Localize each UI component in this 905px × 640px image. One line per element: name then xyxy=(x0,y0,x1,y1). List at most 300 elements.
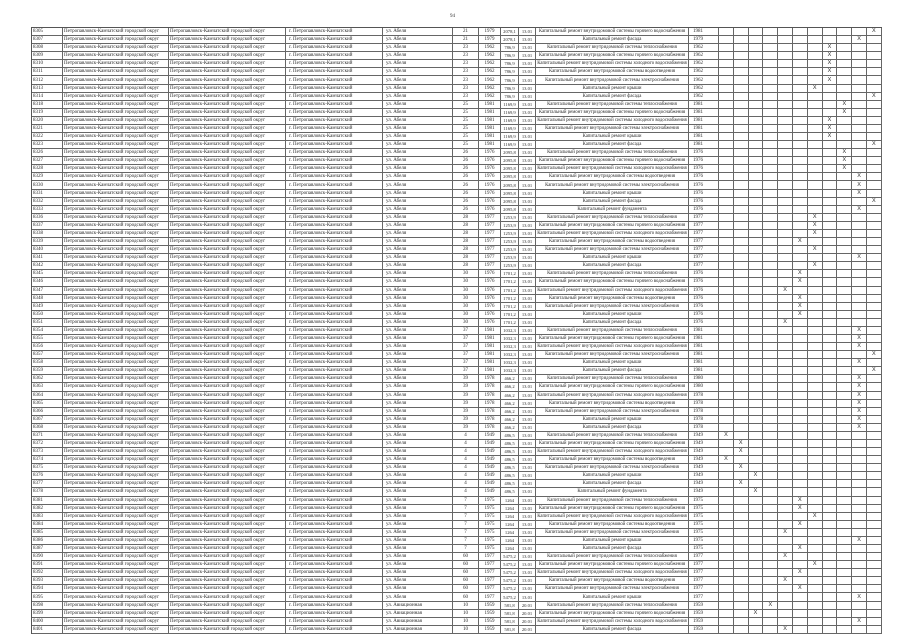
period-cell xyxy=(734,488,749,496)
settlement-cell: Петропавловск-Камчатский городской округ xyxy=(169,440,286,448)
year-built-cell: 1981 xyxy=(479,367,501,375)
house-number-cell: 30 xyxy=(453,270,479,278)
period-cell xyxy=(808,181,823,189)
table-row xyxy=(32,416,882,424)
year-built-cell: 1978 xyxy=(479,392,501,400)
period-cell xyxy=(837,585,852,593)
x-mark-cell: X xyxy=(793,521,808,529)
period-cell xyxy=(778,28,793,36)
period-cell xyxy=(719,472,734,480)
house-number-cell: 60 xyxy=(453,569,479,577)
settlement-cell: Петропавловск-Камчатский городской округ xyxy=(169,262,286,270)
code-cell: 13.01 xyxy=(519,593,536,601)
area-cell: 5475,2 xyxy=(501,569,519,577)
table-row xyxy=(32,488,882,496)
code-cell: 13.01 xyxy=(519,311,536,319)
period-cell xyxy=(778,569,793,577)
period-cell xyxy=(719,408,734,416)
work-year-cell: 1976 xyxy=(689,295,719,303)
period-cell xyxy=(763,181,778,189)
work-year-cell: 1962 xyxy=(689,85,719,93)
work-type-cell: Капитальный ремонт внутридомовой системы водоотведения xyxy=(536,173,689,181)
table-row xyxy=(32,375,882,383)
work-type-cell: Капитальный ремонт внутридомовой системы водоотведения xyxy=(536,400,689,408)
period-cell xyxy=(823,602,838,610)
period-cell xyxy=(763,392,778,400)
work-type-cell: Капитальный ремонт внутридомовой системы электроснабжения xyxy=(536,408,689,416)
municipality-cell: Петропавловск-Камчатский городской округ xyxy=(63,424,169,432)
settlement-cell: Петропавловск-Камчатский городской округ xyxy=(169,569,286,577)
period-cell xyxy=(719,198,734,206)
period-cell xyxy=(852,141,867,149)
period-cell xyxy=(808,480,823,488)
period-cell xyxy=(852,303,867,311)
period-cell xyxy=(719,351,734,359)
period-cell xyxy=(763,400,778,408)
table-row xyxy=(32,133,882,141)
house-number-cell: 39 xyxy=(453,424,479,432)
x-mark-cell: X xyxy=(793,278,808,286)
period-cell xyxy=(749,521,764,529)
code-cell: 13.01 xyxy=(519,238,536,246)
work-year-cell: 1978 xyxy=(689,424,719,432)
period-cell xyxy=(763,383,778,391)
period-cell xyxy=(719,529,734,537)
period-cell xyxy=(867,278,882,286)
street-cell: ул. Абеля xyxy=(383,311,453,319)
record-id-cell: 8374 xyxy=(32,456,63,464)
period-cell xyxy=(808,343,823,351)
period-cell xyxy=(749,141,764,149)
period-cell xyxy=(823,448,838,456)
x-mark-cell: X xyxy=(793,270,808,278)
code-cell: 13.01 xyxy=(519,488,536,496)
record-id-cell: 8399 xyxy=(32,610,63,618)
period-cell xyxy=(852,278,867,286)
code-cell: 13.01 xyxy=(519,303,536,311)
period-cell xyxy=(749,262,764,270)
period-cell xyxy=(852,238,867,246)
period-cell xyxy=(749,400,764,408)
street-cell: ул. Абеля xyxy=(383,125,453,133)
settlement-cell: Петропавловск-Камчатский городской округ xyxy=(169,222,286,230)
year-built-cell: 1962 xyxy=(479,93,501,101)
period-cell xyxy=(749,408,764,416)
street-cell: ул. Абеля xyxy=(383,343,453,351)
municipality-cell: Петропавловск-Камчатский городской округ xyxy=(63,513,169,521)
period-cell xyxy=(749,602,764,610)
record-id-cell: 8341 xyxy=(32,254,63,262)
period-cell xyxy=(734,190,749,198)
period-cell xyxy=(778,375,793,383)
municipality-cell: Петропавловск-Камчатский городской округ xyxy=(63,262,169,270)
period-cell xyxy=(808,198,823,206)
period-cell xyxy=(867,287,882,295)
period-cell xyxy=(749,165,764,173)
city-cell: г. Петропавловск-Камчатский xyxy=(286,577,383,585)
settlement-cell: Петропавловск-Камчатский городской округ xyxy=(169,52,286,60)
street-cell: ул. Абеля xyxy=(383,303,453,311)
work-type-cell: Капитальный ремонт внутридомовой системы теплоснабжения xyxy=(536,214,689,222)
period-cell xyxy=(719,117,734,125)
city-cell: г. Петропавловск-Камчатский xyxy=(286,440,383,448)
x-mark-cell: X xyxy=(837,157,852,165)
municipality-cell: Петропавловск-Камчатский городской округ xyxy=(63,206,169,214)
street-cell: ул. Абеля xyxy=(383,295,453,303)
code-cell: 13.01 xyxy=(519,222,536,230)
work-type-cell: Капитальный ремонт внутридомовой системы горячего водоснабжения xyxy=(536,52,689,60)
record-id-cell: 8336 xyxy=(32,214,63,222)
house-number-cell: 26 xyxy=(453,149,479,157)
house-number-cell: 23 xyxy=(453,52,479,60)
period-cell xyxy=(778,480,793,488)
work-year-cell: 1976 xyxy=(689,165,719,173)
period-cell xyxy=(734,262,749,270)
municipality-cell: Петропавловск-Камчатский городской округ xyxy=(63,44,169,52)
area-cell: 2095,8 xyxy=(501,181,519,189)
period-cell xyxy=(778,585,793,593)
table-row xyxy=(32,383,882,391)
city-cell: г. Петропавловск-Камчатский xyxy=(286,278,383,286)
period-cell xyxy=(763,577,778,585)
area-cell: 786,9 xyxy=(501,44,519,52)
year-built-cell: 1977 xyxy=(479,577,501,585)
table-row xyxy=(32,230,882,238)
year-built-cell: 1977 xyxy=(479,238,501,246)
house-number-cell: 39 xyxy=(453,408,479,416)
period-cell xyxy=(793,593,808,601)
street-cell: ул. Абеля xyxy=(383,149,453,157)
city-cell: г. Петропавловск-Камчатский xyxy=(286,351,383,359)
record-id-cell: 8319 xyxy=(32,109,63,117)
area-cell: 581,8 xyxy=(501,626,519,634)
work-year-cell: 1976 xyxy=(689,198,719,206)
area-cell: 1701,2 xyxy=(501,311,519,319)
period-cell xyxy=(823,222,838,230)
x-mark-cell: X xyxy=(793,497,808,505)
period-cell xyxy=(734,246,749,254)
area-cell: 466,2 xyxy=(501,424,519,432)
period-cell xyxy=(852,157,867,165)
table-row xyxy=(32,553,882,561)
table-row xyxy=(32,335,882,343)
x-mark-cell: X xyxy=(808,561,823,569)
area-cell: 486,5 xyxy=(501,456,519,464)
area-cell: 581,8 xyxy=(501,618,519,626)
period-cell xyxy=(808,545,823,553)
period-cell xyxy=(793,424,808,432)
year-built-cell: 1976 xyxy=(479,319,501,327)
x-mark-cell: X xyxy=(808,513,823,521)
street-cell: ул. Абеля xyxy=(383,561,453,569)
period-cell xyxy=(763,497,778,505)
street-cell: ул. Абеля xyxy=(383,351,453,359)
table-row xyxy=(32,561,882,569)
settlement-cell: Петропавловск-Камчатский городской округ xyxy=(169,36,286,44)
period-cell xyxy=(734,278,749,286)
period-cell xyxy=(867,165,882,173)
settlement-cell: Петропавловск-Камчатский городской округ xyxy=(169,464,286,472)
period-cell xyxy=(867,238,882,246)
period-cell xyxy=(867,68,882,76)
period-cell xyxy=(734,456,749,464)
city-cell: г. Петропавловск-Камчатский xyxy=(286,222,383,230)
period-cell xyxy=(763,125,778,133)
period-cell xyxy=(852,351,867,359)
year-built-cell: 1978 xyxy=(479,408,501,416)
period-cell xyxy=(749,278,764,286)
period-cell xyxy=(852,68,867,76)
settlement-cell: Петропавловск-Камчатский городской округ xyxy=(169,295,286,303)
period-cell xyxy=(778,36,793,44)
period-cell xyxy=(749,101,764,109)
x-mark-cell: X xyxy=(793,311,808,319)
table-row xyxy=(32,497,882,505)
code-cell: 13.01 xyxy=(519,521,536,529)
period-cell xyxy=(867,149,882,157)
period-cell xyxy=(719,238,734,246)
house-number-cell: 4 xyxy=(453,432,479,440)
period-cell xyxy=(837,521,852,529)
work-type-cell: Капитальный ремонт внутридомовой системы горячего водоснабжения xyxy=(536,28,689,36)
record-id-cell: 8338 xyxy=(32,230,63,238)
period-cell xyxy=(837,569,852,577)
table-row xyxy=(32,456,882,464)
period-cell xyxy=(793,480,808,488)
period-cell xyxy=(867,593,882,601)
work-year-cell: 1975 xyxy=(689,545,719,553)
work-year-cell: 1977 xyxy=(689,222,719,230)
record-id-cell: 8367 xyxy=(32,416,63,424)
period-cell xyxy=(852,626,867,634)
period-cell xyxy=(852,440,867,448)
table-row xyxy=(32,359,882,367)
period-cell xyxy=(719,416,734,424)
code-cell: 20.01 xyxy=(519,610,536,618)
period-cell xyxy=(823,36,838,44)
period-cell xyxy=(823,165,838,173)
period-cell xyxy=(749,36,764,44)
period-cell xyxy=(808,400,823,408)
period-cell xyxy=(749,303,764,311)
period-cell xyxy=(778,327,793,335)
period-cell xyxy=(778,157,793,165)
table-row xyxy=(32,602,882,610)
work-type-cell: Капитальный ремонт внутридомовой системы теплоснабжения xyxy=(536,149,689,157)
period-cell xyxy=(867,488,882,496)
period-cell xyxy=(734,109,749,117)
code-cell: 13.01 xyxy=(519,109,536,117)
period-cell xyxy=(852,505,867,513)
period-cell xyxy=(778,117,793,125)
code-cell: 13.01 xyxy=(519,319,536,327)
period-cell xyxy=(734,76,749,84)
street-cell: ул. Абеля xyxy=(383,327,453,335)
municipality-cell: Петропавловск-Камчатский городской округ xyxy=(63,343,169,351)
period-cell xyxy=(734,319,749,327)
table-row xyxy=(32,545,882,553)
period-cell xyxy=(749,85,764,93)
period-cell xyxy=(763,141,778,149)
city-cell: г. Петропавловск-Камчатский xyxy=(286,585,383,593)
municipality-cell: Петропавловск-Камчатский городской округ xyxy=(63,537,169,545)
street-cell: ул. Абеля xyxy=(383,141,453,149)
period-cell xyxy=(719,165,734,173)
period-cell xyxy=(763,416,778,424)
period-cell xyxy=(837,222,852,230)
settlement-cell: Петропавловск-Камчатский городской округ xyxy=(169,60,286,68)
year-built-cell: 1949 xyxy=(479,464,501,472)
period-cell xyxy=(867,610,882,618)
period-cell xyxy=(867,585,882,593)
period-cell xyxy=(793,472,808,480)
period-cell xyxy=(763,270,778,278)
work-type-cell: Капитальный ремонт крыши xyxy=(536,190,689,198)
period-cell xyxy=(823,206,838,214)
period-cell xyxy=(734,157,749,165)
period-cell xyxy=(837,230,852,238)
work-type-cell: Капитальный ремонт внутридомовой системы теплоснабжения xyxy=(536,602,689,610)
street-cell: ул. Абеля xyxy=(383,480,453,488)
period-cell xyxy=(823,392,838,400)
period-cell xyxy=(734,85,749,93)
period-cell xyxy=(852,585,867,593)
record-id-cell: 8378 xyxy=(32,488,63,496)
street-cell: ул. Абеля xyxy=(383,214,453,222)
house-number-cell: 60 xyxy=(453,593,479,601)
code-cell: 13.01 xyxy=(519,60,536,68)
house-number-cell: 26 xyxy=(453,181,479,189)
city-cell: г. Петропавловск-Камчатский xyxy=(286,149,383,157)
period-cell xyxy=(778,448,793,456)
work-year-cell: 1949 xyxy=(689,448,719,456)
record-id-cell: 8307 xyxy=(32,36,63,44)
x-mark-cell: X xyxy=(763,602,778,610)
period-cell xyxy=(763,303,778,311)
period-cell xyxy=(734,270,749,278)
period-cell xyxy=(852,222,867,230)
house-number-cell: 25 xyxy=(453,109,479,117)
period-cell xyxy=(852,109,867,117)
code-cell: 13.01 xyxy=(519,375,536,383)
year-built-cell: 1959 xyxy=(479,602,501,610)
x-mark-cell: X xyxy=(852,181,867,189)
work-type-cell: Капитальный ремонт внутридомовой системы горячего водоснабжения xyxy=(536,157,689,165)
work-type-cell: Капитальный ремонт фасада xyxy=(536,141,689,149)
period-cell xyxy=(778,351,793,359)
code-cell: 13.01 xyxy=(519,529,536,537)
period-cell xyxy=(867,545,882,553)
period-cell xyxy=(749,173,764,181)
record-id-cell: 8312 xyxy=(32,76,63,84)
settlement-cell: Петропавловск-Камчатский городской округ xyxy=(169,327,286,335)
table-row xyxy=(32,521,882,529)
period-cell xyxy=(749,456,764,464)
period-cell xyxy=(852,101,867,109)
settlement-cell: Петропавловск-Камчатский городской округ xyxy=(169,561,286,569)
table-row xyxy=(32,295,882,303)
period-cell xyxy=(808,424,823,432)
period-cell xyxy=(778,181,793,189)
record-id-cell: 8350 xyxy=(32,311,63,319)
area-cell: 5475,2 xyxy=(501,561,519,569)
period-cell xyxy=(793,214,808,222)
work-type-cell: Капитальный ремонт фасада xyxy=(536,626,689,634)
work-type-cell: Капитальный ремонт внутридомовой системы горячего водоснабжения xyxy=(536,383,689,391)
work-year-cell: 1977 xyxy=(689,262,719,270)
period-cell xyxy=(749,287,764,295)
code-cell: 13.01 xyxy=(519,295,536,303)
street-cell: ул. Авиационная xyxy=(383,602,453,610)
record-id-cell: 8329 xyxy=(32,173,63,181)
work-year-cell: 1981 xyxy=(689,367,719,375)
period-cell xyxy=(823,190,838,198)
period-cell xyxy=(763,254,778,262)
period-cell xyxy=(808,109,823,117)
period-cell xyxy=(763,295,778,303)
settlement-cell: Петропавловск-Камчатский городской округ xyxy=(169,626,286,634)
work-type-cell: Капитальный ремонт внутридомовой системы электроснабжения xyxy=(536,351,689,359)
record-id-cell: 8326 xyxy=(32,149,63,157)
period-cell xyxy=(778,68,793,76)
work-type-cell: Капитальный ремонт крыши xyxy=(536,311,689,319)
period-cell xyxy=(837,335,852,343)
period-cell xyxy=(719,537,734,545)
street-cell: ул. Абеля xyxy=(383,593,453,601)
year-built-cell: 1978 xyxy=(479,424,501,432)
period-cell xyxy=(778,222,793,230)
table-row xyxy=(32,351,882,359)
street-cell: ул. Абеля xyxy=(383,230,453,238)
period-cell xyxy=(808,28,823,36)
year-built-cell: 1977 xyxy=(479,246,501,254)
period-cell xyxy=(734,149,749,157)
work-type-cell: Капитальный ремонт крыши xyxy=(536,359,689,367)
period-cell xyxy=(749,513,764,521)
period-cell xyxy=(823,109,838,117)
period-cell xyxy=(867,214,882,222)
period-cell xyxy=(734,626,749,634)
period-cell xyxy=(837,464,852,472)
city-cell: г. Петропавловск-Камчатский xyxy=(286,392,383,400)
period-cell xyxy=(734,68,749,76)
period-cell xyxy=(763,76,778,84)
period-cell xyxy=(867,295,882,303)
house-number-cell: 39 xyxy=(453,383,479,391)
settlement-cell: Петропавловск-Камчатский городской округ xyxy=(169,287,286,295)
period-cell xyxy=(778,93,793,101)
table-row xyxy=(32,569,882,577)
x-mark-cell: X xyxy=(793,585,808,593)
area-cell: 1253,9 xyxy=(501,246,519,254)
period-cell xyxy=(734,230,749,238)
period-cell xyxy=(867,109,882,117)
period-cell xyxy=(808,149,823,157)
period-cell xyxy=(719,133,734,141)
period-cell xyxy=(837,610,852,618)
house-number-cell: 4 xyxy=(453,464,479,472)
street-cell: ул. Абеля xyxy=(383,383,453,391)
work-year-cell: 1959 xyxy=(689,610,719,618)
period-cell xyxy=(763,36,778,44)
work-type-cell: Капитальный ремонт внутридомовой системы горячего водоснабжения xyxy=(536,335,689,343)
period-cell xyxy=(852,60,867,68)
municipality-cell: Петропавловск-Камчатский городской округ xyxy=(63,488,169,496)
period-cell xyxy=(837,319,852,327)
period-cell xyxy=(837,392,852,400)
period-cell xyxy=(867,303,882,311)
house-number-cell: 4 xyxy=(453,488,479,496)
